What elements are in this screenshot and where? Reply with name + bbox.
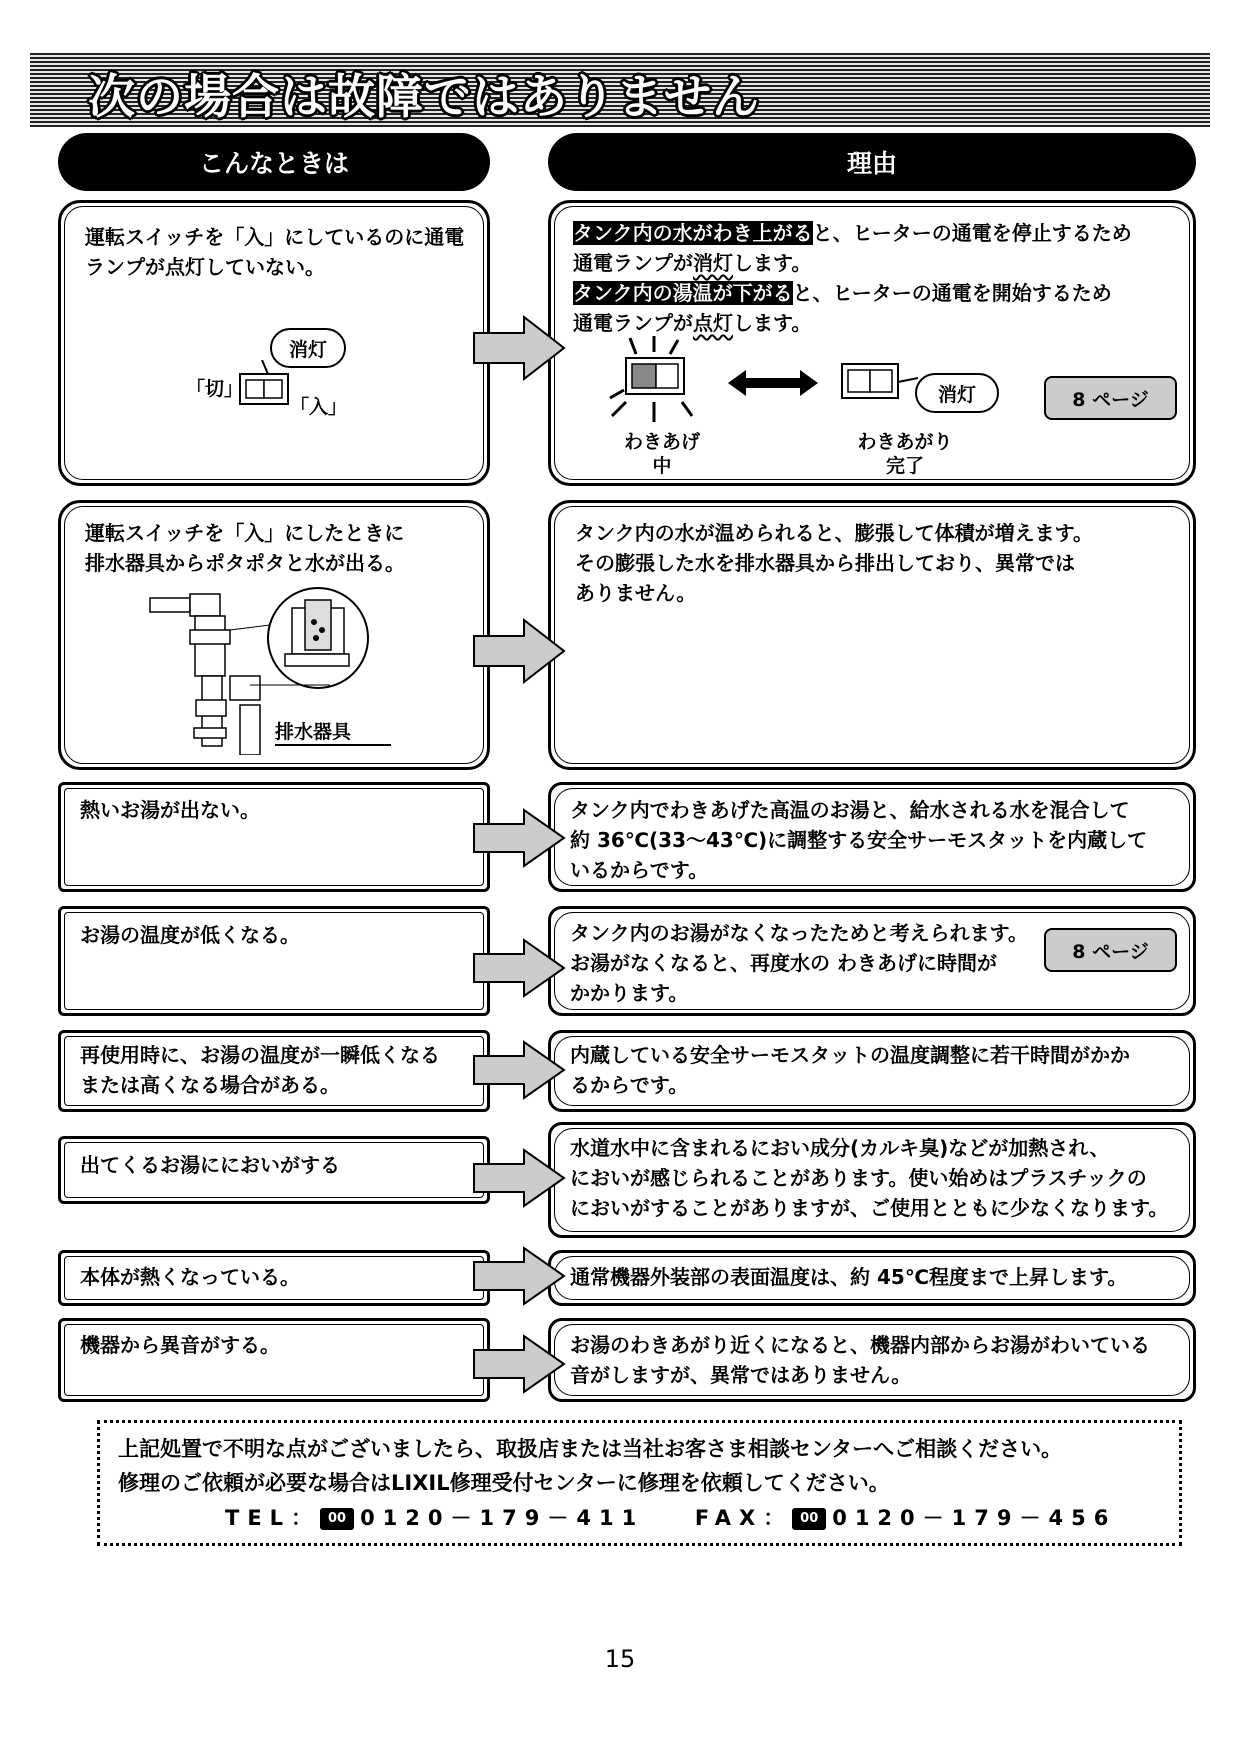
reason-3-line-3: いるからです。: [570, 858, 709, 882]
switch-lit-illustration: [600, 336, 700, 426]
symptom-4-line-1: お湯の温度が低くなる。: [80, 923, 300, 947]
column-header-reason: 理由: [548, 133, 1196, 191]
symptom-3-line-1: 熱いお湯が出ない。: [80, 798, 260, 822]
tel-number[interactable]: 0120－179－411: [360, 1506, 645, 1530]
contact-line-2: 修理のご依頼が必要な場合はLIXIL修理受付センターに修理を依頼してください。: [118, 1471, 890, 1495]
reason-6-line-1: 水道水中に含まれるにおい成分(カルキ臭)などが加熱され、: [570, 1136, 1110, 1160]
symptom-6-line-1: 出てくるお湯ににおいがする: [80, 1153, 340, 1177]
reason-1-line-1: タンク内の水がわき上がると、ヒーターの通電を停止するため: [573, 221, 1132, 245]
reason-1-line-4: 通電ランプが点灯します。: [573, 311, 812, 335]
reason-2-line-1: タンク内の水が温められると、膨張して体積が増えます。: [575, 521, 1093, 545]
drain-label: 排水器具: [275, 720, 391, 746]
symptom-5-line-1: 再使用時に、お湯の温度が一瞬低くなる: [80, 1043, 440, 1067]
page-title: 次の場合は故障ではありません: [88, 70, 760, 125]
arrow-right-icon: [472, 315, 567, 381]
switch-unlit-illustration: [838, 360, 918, 404]
reason-4-line-3: かかります。: [570, 981, 689, 1005]
reason-6-line-3: においがすることがありますが、ご使用とともに少なくなります。: [570, 1196, 1169, 1220]
fax-label: FAX：: [694, 1506, 793, 1530]
arrow-right-icon: [472, 1148, 567, 1208]
symptom-7-line-1: 本体が熱くなっている。: [80, 1265, 300, 1289]
reason-3-line-2: 約 36℃(33〜43℃)に調整する安全サーモスタットを内蔵して: [570, 828, 1148, 852]
free-dial-icon: 00: [792, 1508, 826, 1530]
symptom-1-line-1: 運転スイッチを「入」にしているのに通電: [85, 225, 465, 249]
reason-2-line-2: その膨張した水を排水器具から排出しており、異常では: [575, 551, 1075, 575]
reason-1-line-3: タンク内の湯温が下がると、ヒーターの通電を開始するため: [573, 281, 1112, 305]
page-number: 15: [604, 1645, 636, 1673]
page-ref-button-2[interactable]: 8 ページ: [1044, 928, 1177, 972]
arrow-right-icon: [472, 1334, 567, 1394]
tel-label: TEL：: [225, 1506, 321, 1530]
reason-4-line-1: タンク内のお湯がなくなったためと考えられます。: [570, 921, 1028, 945]
state-heating: わきあげ 中: [623, 431, 700, 477]
symptom-8-line-1: 機器から異音がする。: [80, 1333, 280, 1357]
bubble-off-left: 消灯: [270, 328, 346, 368]
reason-4-line-2: お湯がなくなると、再度水の わきあげに時間が: [570, 951, 997, 975]
switch-on-label: 「入」: [290, 396, 348, 418]
reason-7-line-1: 通常機器外装部の表面温度は、約 45℃程度まで上昇します。: [570, 1265, 1128, 1289]
symptom-2-line-2: 排水器具からポタポタと水が出る。: [85, 551, 405, 575]
symptom-1-line-2: ランプが点灯していない。: [85, 255, 325, 279]
reason-5-line-2: るからです。: [570, 1073, 689, 1097]
arrow-right-icon: [472, 1040, 567, 1100]
arrow-right-icon: [472, 1246, 567, 1306]
reason-1-line-2: 通電ランプが消灯します。: [573, 251, 812, 275]
arrow-right-icon: [472, 938, 567, 998]
state-done: わきあがり 完了: [857, 431, 953, 477]
arrow-right-icon: [472, 808, 567, 868]
reason-8-line-1: お湯のわきあがり近くになると、機器内部からお湯がわいている: [570, 1333, 1150, 1357]
free-dial-icon: 00: [320, 1508, 354, 1530]
reason-6-line-2: においが感じられることがあります。使い始めはプラスチックの: [570, 1166, 1147, 1190]
switch-off-label: 「切」: [186, 378, 244, 400]
arrow-right-icon: [472, 618, 567, 684]
symptom-5-line-2: または高くなる場合がある。: [80, 1073, 340, 1097]
reason-8-line-2: 音がしますが、異常ではありません。: [570, 1363, 912, 1387]
double-arrow-icon: [728, 368, 818, 398]
reason-2-line-3: ありません。: [575, 581, 697, 605]
fax-number[interactable]: 0120－179－456: [832, 1506, 1117, 1530]
contact-line-1: 上記処置で不明な点がございましたら、取扱店または当社お客さま相談センターへご相談ください。: [118, 1437, 1063, 1461]
reason-3-line-1: タンク内でわきあげた高温のお湯と、給水される水を混合して: [570, 798, 1130, 822]
bubble-off-right: 消灯: [915, 373, 999, 413]
symptom-2-line-1: 運転スイッチを「入」にしたときに: [85, 521, 405, 545]
page-ref-button-1[interactable]: 8 ページ: [1044, 376, 1177, 420]
reason-5-line-1: 内蔵している安全サーモスタットの温度調整に若干時間がかか: [570, 1043, 1130, 1067]
column-header-symptom: こんなときは: [58, 133, 490, 191]
contact-phone-line: [225, 1502, 1116, 1532]
